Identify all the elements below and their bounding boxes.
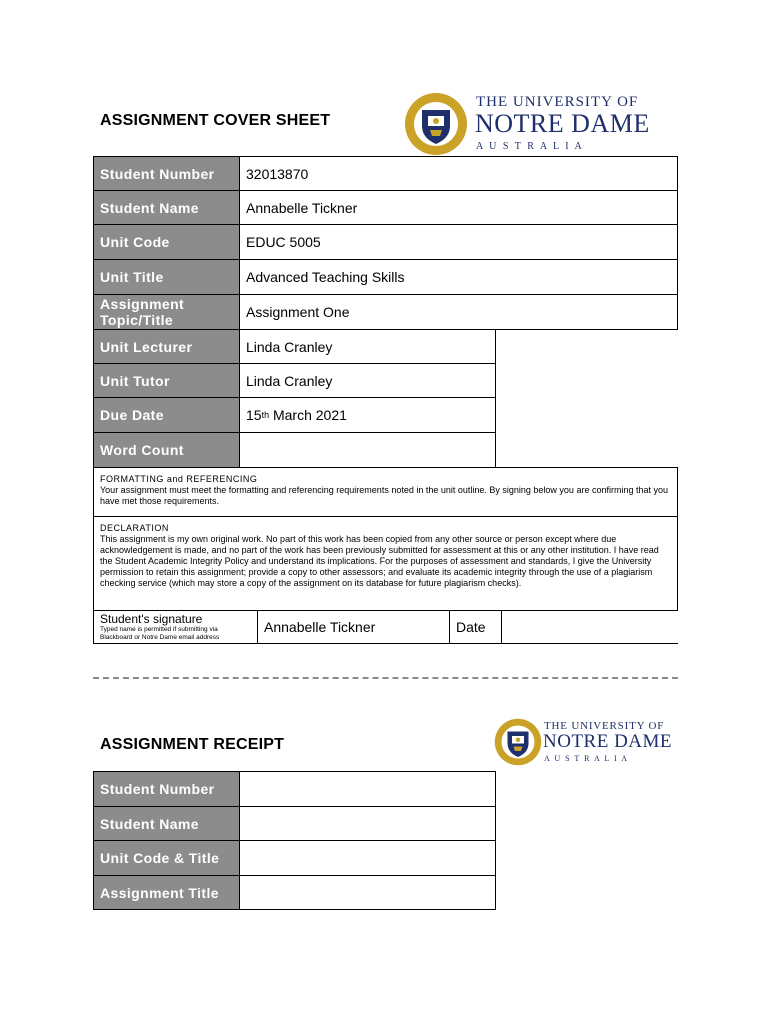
formatting-text: Your assignment must meet the formatting and referencing requirements noted in the unit outline. By signing below you are confirming that you have met those requirements. xyxy=(100,485,668,506)
due-date-value[interactable] xyxy=(239,397,496,433)
receipt-student-number-label: Student Number xyxy=(93,771,240,807)
student-name-value[interactable]: Annabelle Tickner xyxy=(239,190,678,225)
assignment-topic-value[interactable]: Assignment One xyxy=(239,294,678,330)
logo-line3: A U S T R A L I A xyxy=(476,141,584,152)
logo-line1: THE UNIVERSITY OF xyxy=(476,94,639,110)
receipt-student-number-value[interactable] xyxy=(239,771,496,807)
date-label: Date xyxy=(449,610,502,644)
receipt-logo-line2: NOTRE DAME xyxy=(543,731,673,752)
word-count-label: Word Count xyxy=(93,432,240,468)
receipt-logo-line1: THE UNIVERSITY OF xyxy=(544,720,665,732)
unit-code-label: Unit Code xyxy=(93,224,240,260)
receipt-university-seal-icon xyxy=(494,718,542,766)
receipt-student-name-label: Student Name xyxy=(93,806,240,841)
declaration-text: This assignment is my own original work. No part of this work has been copied from any other source or person except where due acknowledgement is made, and no part of the work has been previously submitted for assessment at this or any other institution. I have read the Student Academic Integrity Policy and understand its implications. For the purposes of assessment and standards, I give the University permission to retain this assignment; provide a copy to other assessors; and evaluate its academic integrity through the use of a plagiarism checking service (which may store a copy of the assignment on its database for future plagiarism checks). xyxy=(100,534,659,588)
student-number-label: Student Number xyxy=(93,156,240,191)
unit-title-label: Unit Title xyxy=(93,259,240,295)
receipt-title: ASSIGNMENT RECEIPT xyxy=(100,736,285,753)
receipt-assignment-title-value[interactable] xyxy=(239,875,496,910)
receipt-university-logo xyxy=(494,718,684,768)
university-seal-icon xyxy=(404,92,468,156)
date-value[interactable] xyxy=(501,610,678,644)
signature-value[interactable]: Annabelle Tickner xyxy=(257,610,450,644)
word-count-value[interactable] xyxy=(239,432,496,468)
cut-line-divider xyxy=(93,677,678,679)
unit-lecturer-label: Unit Lecturer xyxy=(93,329,240,364)
due-date-suffix: th xyxy=(261,410,270,420)
signature-label: Student's signature xyxy=(100,612,203,626)
receipt-unit-code-title-value[interactable] xyxy=(239,840,496,876)
assignment-topic-label-text: Assignment Topic/Title xyxy=(100,296,185,328)
unit-lecturer-value[interactable]: Linda Cranley xyxy=(239,329,496,364)
signature-label-cell xyxy=(93,610,258,644)
due-date-label: Due Date xyxy=(93,397,240,433)
receipt-unit-code-title-label: Unit Code & Title xyxy=(93,840,240,876)
cover-title: ASSIGNMENT COVER SHEET xyxy=(100,112,331,129)
formatting-heading: FORMATTING and REFERENCING xyxy=(100,474,258,484)
signature-note: Typed name is permitted if submitting via Blackboard or Notre Dame email address xyxy=(100,626,220,641)
unit-code-value[interactable]: EDUC 5005 xyxy=(239,224,678,260)
receipt-student-name-value[interactable] xyxy=(239,806,496,841)
declaration-heading: DECLARATION xyxy=(100,523,169,533)
student-number-value[interactable]: 32013870 xyxy=(239,156,678,191)
unit-tutor-label: Unit Tutor xyxy=(93,363,240,398)
formatting-section xyxy=(93,467,678,517)
assignment-topic-label xyxy=(93,294,240,330)
declaration-section xyxy=(93,516,678,611)
due-date-rest: March 2021 xyxy=(269,407,347,423)
unit-title-value[interactable]: Advanced Teaching Skills xyxy=(239,259,678,295)
logo-line2: NOTRE DAME xyxy=(475,109,650,138)
receipt-assignment-title-label: Assignment Title xyxy=(93,875,240,910)
due-date-day: 15 xyxy=(246,407,262,423)
unit-tutor-value[interactable]: Linda Cranley xyxy=(239,363,496,398)
university-logo xyxy=(404,92,669,156)
student-name-label: Student Name xyxy=(93,190,240,225)
receipt-logo-line3: A U S T R A L I A xyxy=(544,754,629,763)
